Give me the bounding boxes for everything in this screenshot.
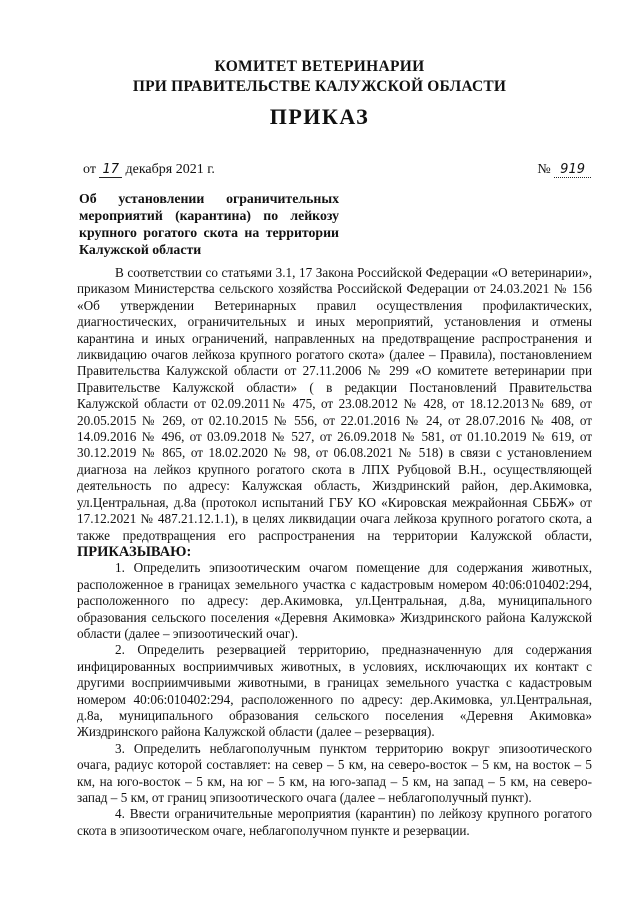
committee-affiliation: ПРИ ПРАВИТЕЛЬСТВЕ КАЛУЖСКОЙ ОБЛАСТИ: [132, 78, 507, 95]
date-prefix: от: [83, 162, 96, 177]
preamble-text: В соответствии со статьями 3.1, 17 Закона Российской Федерации «О ветеринарии», приказом Министерства сельского хозяйства Российской Федерации от 24.03.2021 № 156 «Об утверждении Ветеринарных правил осуществления профилактических, диагностических, ограничительных и иных мероприятий, установления и отмены карантина и иных ограничений, направленных на предотвращение распространения и ликвидацию очагов лейкоза крупного рогатого скота» (далее – Правила), постановлением Правительства Калужской области от 27.11.2006 № 299 «О комитете ветеринарии при Правительстве Калужской области» ( в редакции Постановлений Правительства Калужской области от 02.09.2011№ 475, от 23.08.2012 № 428, от 18.12.2013№ 689, от 20.05.2015 № 269, от 02.10.2015 № 556, от 22.01.2016 № 24, от 28.07.2016 № 408, от 14.09.2016 № 496, от 03.09.2018 № 527, от 26.09.2018 № 581, от 01.10.2019 № 619, от 30.12.2019 № 865, от 18.02.2020 № 98, от 06.08.2021 № 518) в связи с установлением диагноза на лейкоз крупного рогатого скота в ЛПХ Рубцовой В.Н., осуществляющей деятельность по адресу: Калужская область, Жиздринский район, дер.Акимовка, ул.Центральная, д.8а (протокол испытаний ГБУ КО «Кировская межрайонная СББЖ» от 17.12.2021 № 487.21.12.1.1), в целях ликвидации очага лейкоза крупного рогатого скота, а также предотвращения его распространения на территории Калужской области,: [77, 265, 592, 543]
number-prefix: №: [537, 162, 551, 177]
order-item-2: 2. Определить резервацией территорию, предназначенную для содержания инфицированных восприимчивых животных, в условиях, исключающих их контакт с другими восприимчивыми животными, в границах земельного участка с кадастровым номером 40:06:010402:294, расположенного по адресу: дер.Акимовка, ул.Центральная, д.8а, муниципального образования сельского поселения «Деревня Акимовка» Жиздринского района Калужской области (далее – резервация).: [77, 642, 592, 740]
order-word: ПРИКАЗЫВАЮ:: [77, 543, 192, 560]
document-title: ПРИКАЗ: [269, 104, 370, 129]
committee-name: КОМИТЕТ ВЕТЕРИНАРИИ: [214, 58, 425, 75]
order-number: [537, 162, 591, 178]
preamble-paragraph: [77, 265, 592, 560]
order-item-1: 1. Определить эпизоотическим очагом помещение для содержания животных, расположенное в границах земельного участка с кадастровым номером 40:06:010402:294, расположенного по адресу: дер.Акимовка, ул.Центральная, д.8а, муниципального образования сельского поселения «Деревня Акимовка» Жиздринского района Калужской области (далее – эпизоотический очаг).: [77, 560, 592, 641]
date-day: 17: [99, 162, 122, 178]
order-body: [77, 265, 592, 839]
order-item-4: 4. Ввести ограничительные мероприятия (карантин) по лейкозу крупного рогатого скота в эпизоотическом очаге, неблагополучном пункте и резервации.: [77, 806, 592, 838]
order-date: [83, 162, 215, 178]
order-item-3: 3. Определить неблагополучным пунктом территорию вокруг эпизоотического очага, радиус которой составляет: на север – 5 км, на северо-восток – 5 км, на восток – 5 км, на юго-восток – 5 км, на юг – 5 км, на юго-запад – 5 км, на запад – 5 км, на северо-запад – 5 км, от границ эпизоотического очага (далее – неблагополучный пункт).: [77, 740, 592, 805]
order-subject: Об установлении ограничительных мероприятий (карантина) по лейкозу крупного рогатого скота на территории Калужской области: [79, 191, 339, 257]
date-rest: декабря 2021 г.: [125, 162, 215, 177]
number-value: 919: [554, 162, 591, 178]
